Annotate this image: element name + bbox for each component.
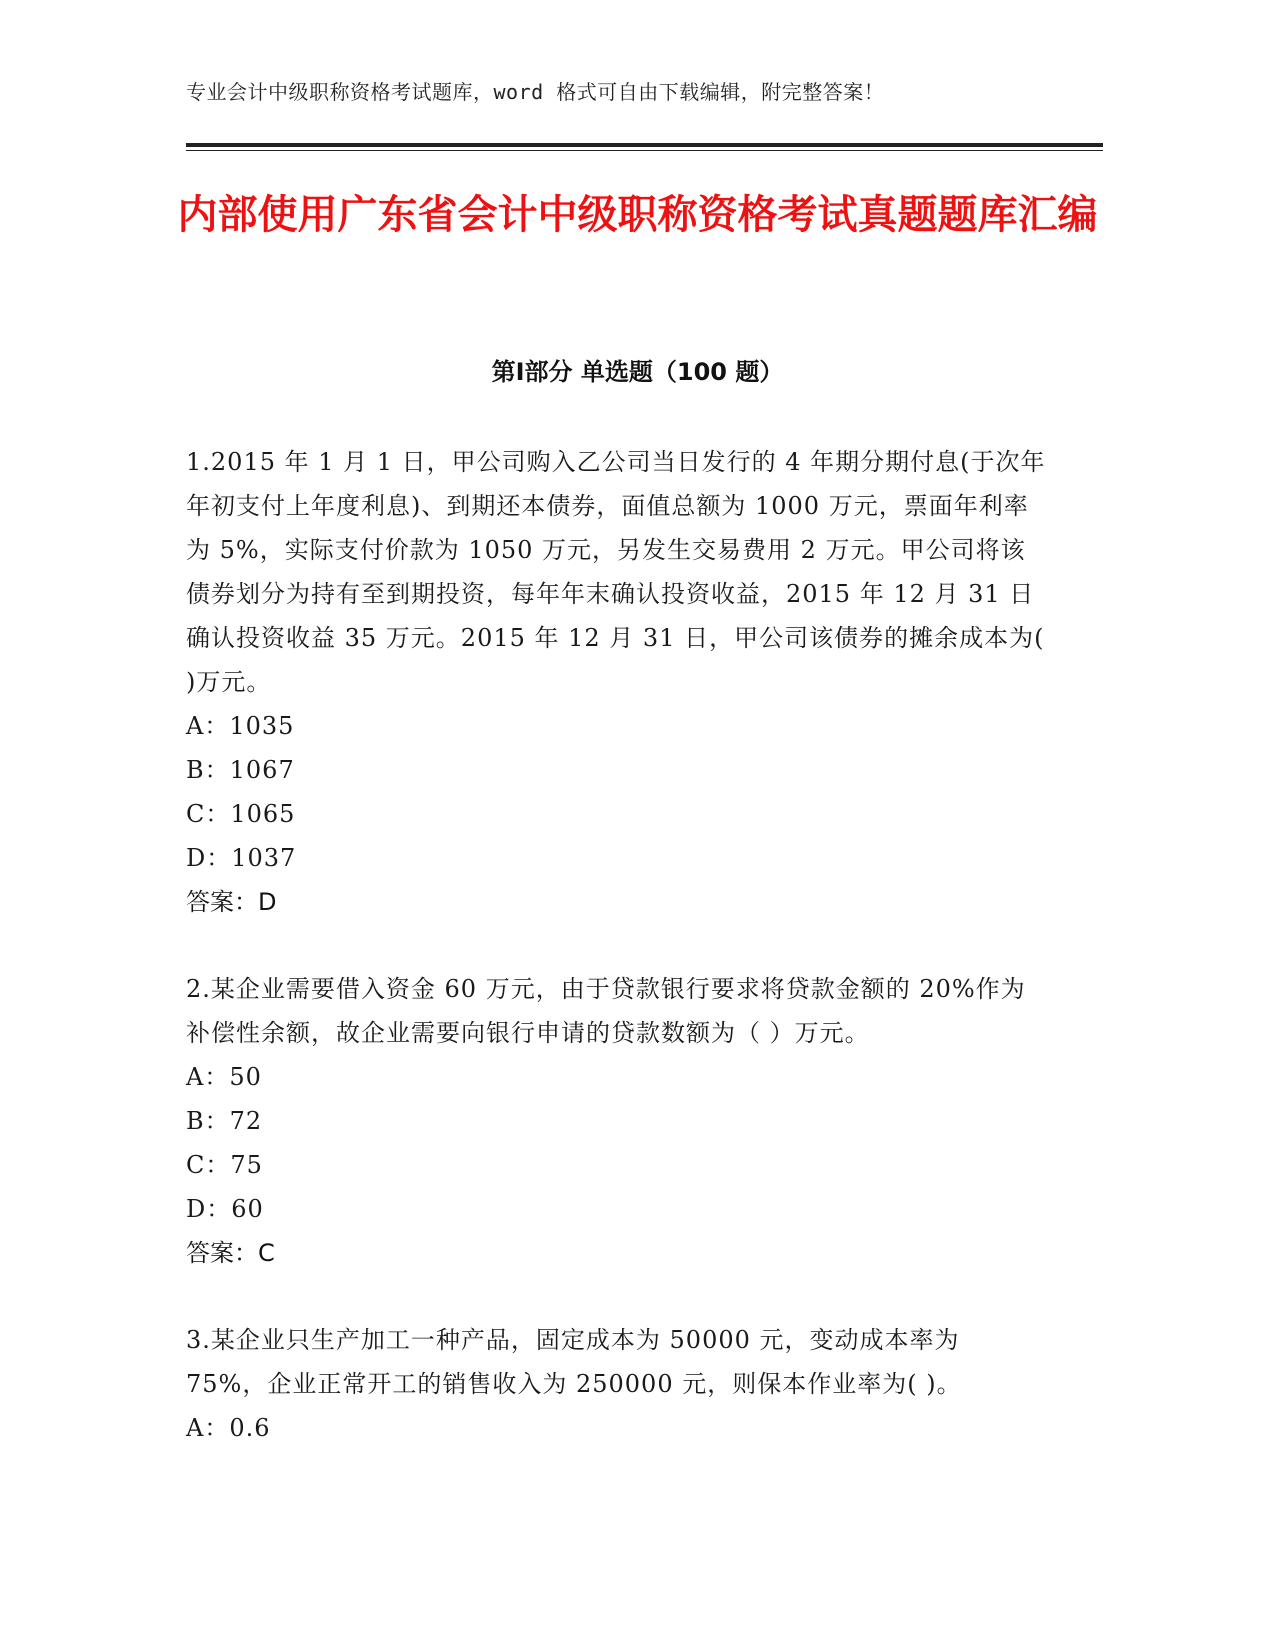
option-d: D：1037: [186, 844, 297, 872]
question-text: 2.某企业需要借入资金 60 万元，由于贷款银行要求将贷款金额的 20%作为补偿性余额，故企业需要向银行申请的贷款数额为（ ）万元。: [186, 975, 1026, 1047]
option-c: C：1065: [186, 800, 296, 828]
question-text: 1.2015 年 1 月 1 日，甲公司购入乙公司当日发行的 4 年期分期付息(于次年年初支付上年度利息)、到期还本债券，面值总额为 1000 万元，票面年利率为 5%，实际支付价款为 1050 万元，另发生交易费用 2 万元。甲公司将该债券划分为持有至到期投资，每年年末确认投资收益，2015 年 12 月 31 日确认投资收益 35 万元。2015 年 12 月 31 日，甲公司该债券的摊余成本为( )万元。: [186, 448, 1046, 696]
option-d: D：60: [186, 1195, 264, 1223]
section-heading: 第Ⅰ部分 单选题（100 题）: [491, 358, 784, 386]
answer-line: 答案：D: [186, 888, 277, 916]
document-title: 内部使用广东省会计中级职称资格考试真题题库汇编: [177, 192, 1098, 238]
option-b: B：1067: [186, 756, 295, 784]
option-c: C：75: [186, 1151, 263, 1179]
header-note: 专业会计中级职称资格考试题库，word 格式可自由下载编辑，附完整答案！: [186, 80, 885, 104]
answer-line: 答案：C: [186, 1239, 275, 1267]
question-gap: [186, 924, 1046, 967]
header-rule-thick: [186, 143, 1103, 147]
option-a: A：1035: [186, 712, 295, 740]
question-1: [186, 440, 1046, 924]
option-b: B：72: [186, 1107, 263, 1135]
question-text: 3.某企业只生产加工一种产品，固定成本为 50000 元，变动成本率为 75%，企业正常开工的销售收入为 250000 元，则保本作业率为( )。: [186, 1326, 962, 1398]
header-rule-thin: [186, 150, 1103, 151]
option-a: A：50: [186, 1063, 262, 1091]
question-list: [186, 440, 1046, 1450]
option-a: A：0.6: [186, 1414, 271, 1442]
question-2: [186, 967, 1046, 1275]
question-3: [186, 1318, 1046, 1450]
question-gap: [186, 1275, 1046, 1318]
